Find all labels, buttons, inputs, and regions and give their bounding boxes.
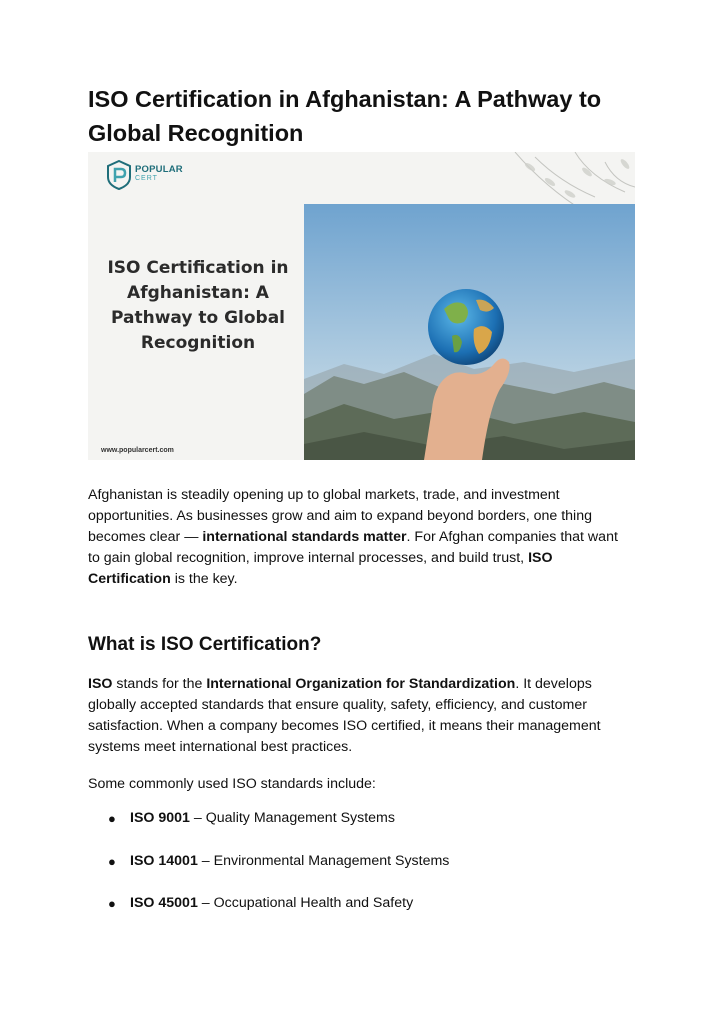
intro-paragraph: Afghanistan is steadily opening up to global markets, trade, and investment opportunities. As businesses grow and aim to expand beyond borders, one thing becomes clear — international standards matter. For Afghan companies that want to gain global recognition, improve internal processes, and build trust, ISO Certification is the key. <box>88 487 618 587</box>
logo-text-popular: POPULAR <box>135 164 183 175</box>
list-item: ● ISO 45001 – Occupational Health and Safety <box>108 893 449 936</box>
logo-mark-icon <box>106 160 132 190</box>
standards-list <box>108 808 449 936</box>
bullet-icon: ● <box>108 811 116 826</box>
iso-definition-paragraph: ISO stands for the International Organization for Standardization. It develops globally accepted standards that ensure quality, safety, efficiency, and customer satisfaction. When a company becomes ISO certified, it means their management systems meet international best practices. <box>88 676 601 755</box>
banner-url: www.popularcert.com <box>101 447 174 454</box>
list-item: ● ISO 9001 – Quality Management Systems <box>108 808 449 851</box>
bullet-icon: ● <box>108 896 116 911</box>
banner-image <box>88 152 635 460</box>
bullet-icon: ● <box>108 853 116 869</box>
standards-intro: Some commonly used ISO standards include: <box>88 776 376 792</box>
logo-text-cert: CERT <box>135 175 158 182</box>
globe-in-hand-photo <box>304 204 635 460</box>
list-item: ● ISO 14001 – Environmental Management Systems <box>108 851 449 894</box>
section-heading: What is ISO Certification? <box>88 634 322 655</box>
banner-heading: ISO Certification in Afghanistan: A Pathway to Global Recognition <box>107 258 289 353</box>
page-title: ISO Certification in Afghanistan: A Pathway to Global Recognition <box>88 86 602 146</box>
popularcert-logo <box>106 160 216 190</box>
